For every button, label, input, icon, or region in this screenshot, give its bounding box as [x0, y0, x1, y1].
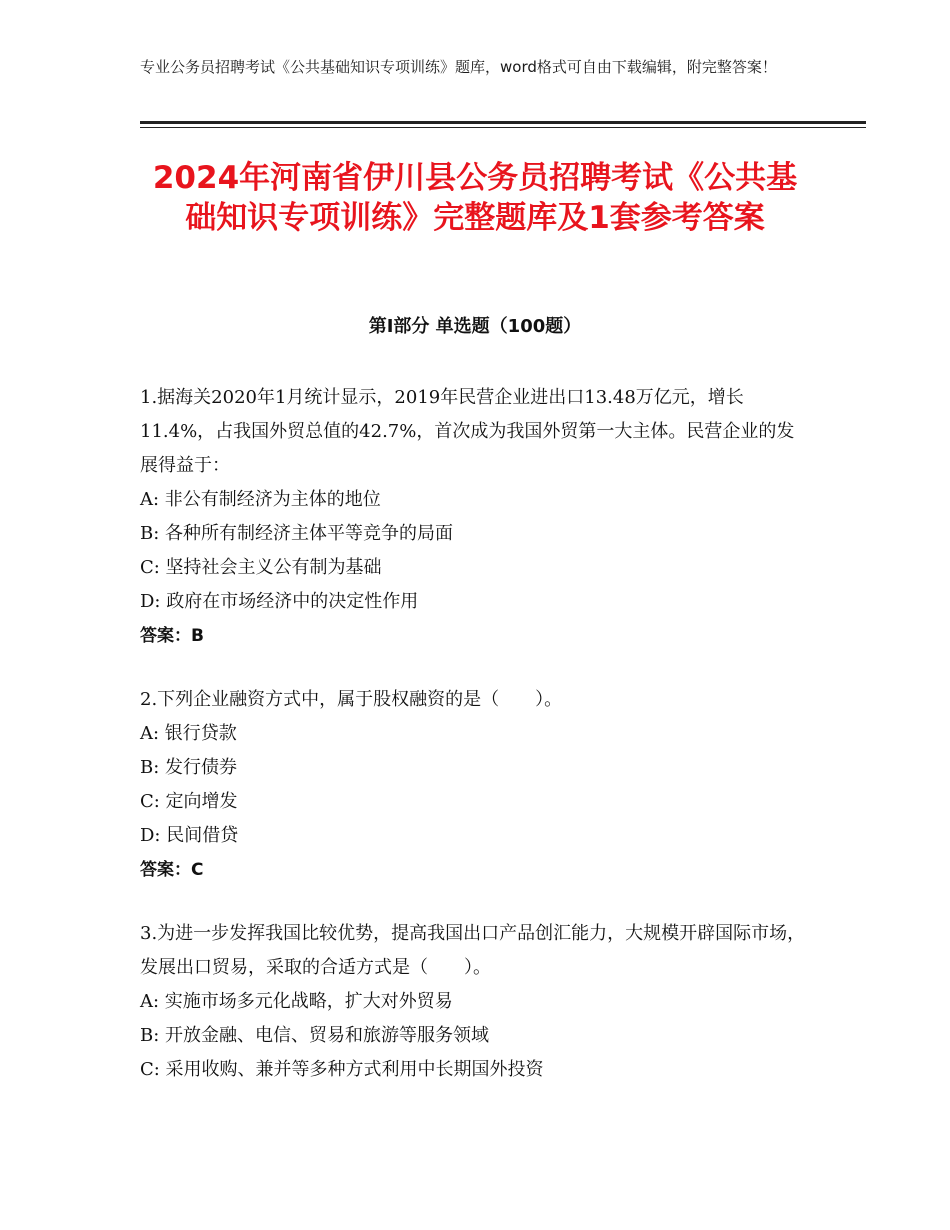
option-b: B: 发行债券: [140, 757, 238, 778]
question-stem: 1.据海关2020年1月统计显示，2019年民营企业进出口13.48万亿元，增长11.4%，占我国外贸总值的42.7%，首次成为我国外贸第一大主体。民营企业的发展得益于：: [140, 387, 795, 476]
header-rule-thin: [140, 127, 866, 128]
option-a: A: 银行贷款: [140, 723, 237, 744]
document-title: 2024年河南省伊川县公务员招聘考试《公共基础知识专项训练》完整题库及1套参考答案: [152, 160, 798, 236]
question-2: [140, 683, 810, 887]
option-c: C: 采用收购、兼并等多种方式利用中长期国外投资: [140, 1059, 544, 1080]
option-c: C: 定向增发: [140, 791, 238, 812]
question-stem: 2.下列企业融资方式中，属于股权融资的是（ ）。: [140, 689, 563, 710]
option-c: C: 坚持社会主义公有制为基础: [140, 557, 382, 578]
option-a: A: 实施市场多元化战略，扩大对外贸易: [140, 991, 453, 1012]
answer-line: 答案：B: [140, 626, 204, 646]
option-a: A: 非公有制经济为主体的地位: [140, 489, 381, 510]
answer-line: 答案：C: [140, 860, 204, 880]
question-1: [140, 381, 810, 653]
question-list: [140, 381, 810, 1117]
option-d: D: 政府在市场经济中的决定性作用: [140, 591, 419, 612]
question-3: [140, 917, 810, 1087]
option-b: B: 开放金融、电信、贸易和旅游等服务领域: [140, 1025, 490, 1046]
option-d: D: 民间借贷: [140, 825, 239, 846]
header-rule-thick: [140, 121, 866, 124]
option-b: B: 各种所有制经济主体平等竞争的局面: [140, 523, 454, 544]
question-stem: 3.为进一步发挥我国比较优势，提高我国出口产品创汇能力，大规模开辟国际市场，发展出口贸易，采取的合适方式是（ ）。: [140, 923, 806, 978]
section-heading: 第Ⅰ部分 单选题（100题）: [368, 316, 582, 337]
document-header-note: 专业公务员招聘考试《公共基础知识专项训练》题库，word格式可自由下载编辑，附完整答案！: [140, 58, 777, 76]
